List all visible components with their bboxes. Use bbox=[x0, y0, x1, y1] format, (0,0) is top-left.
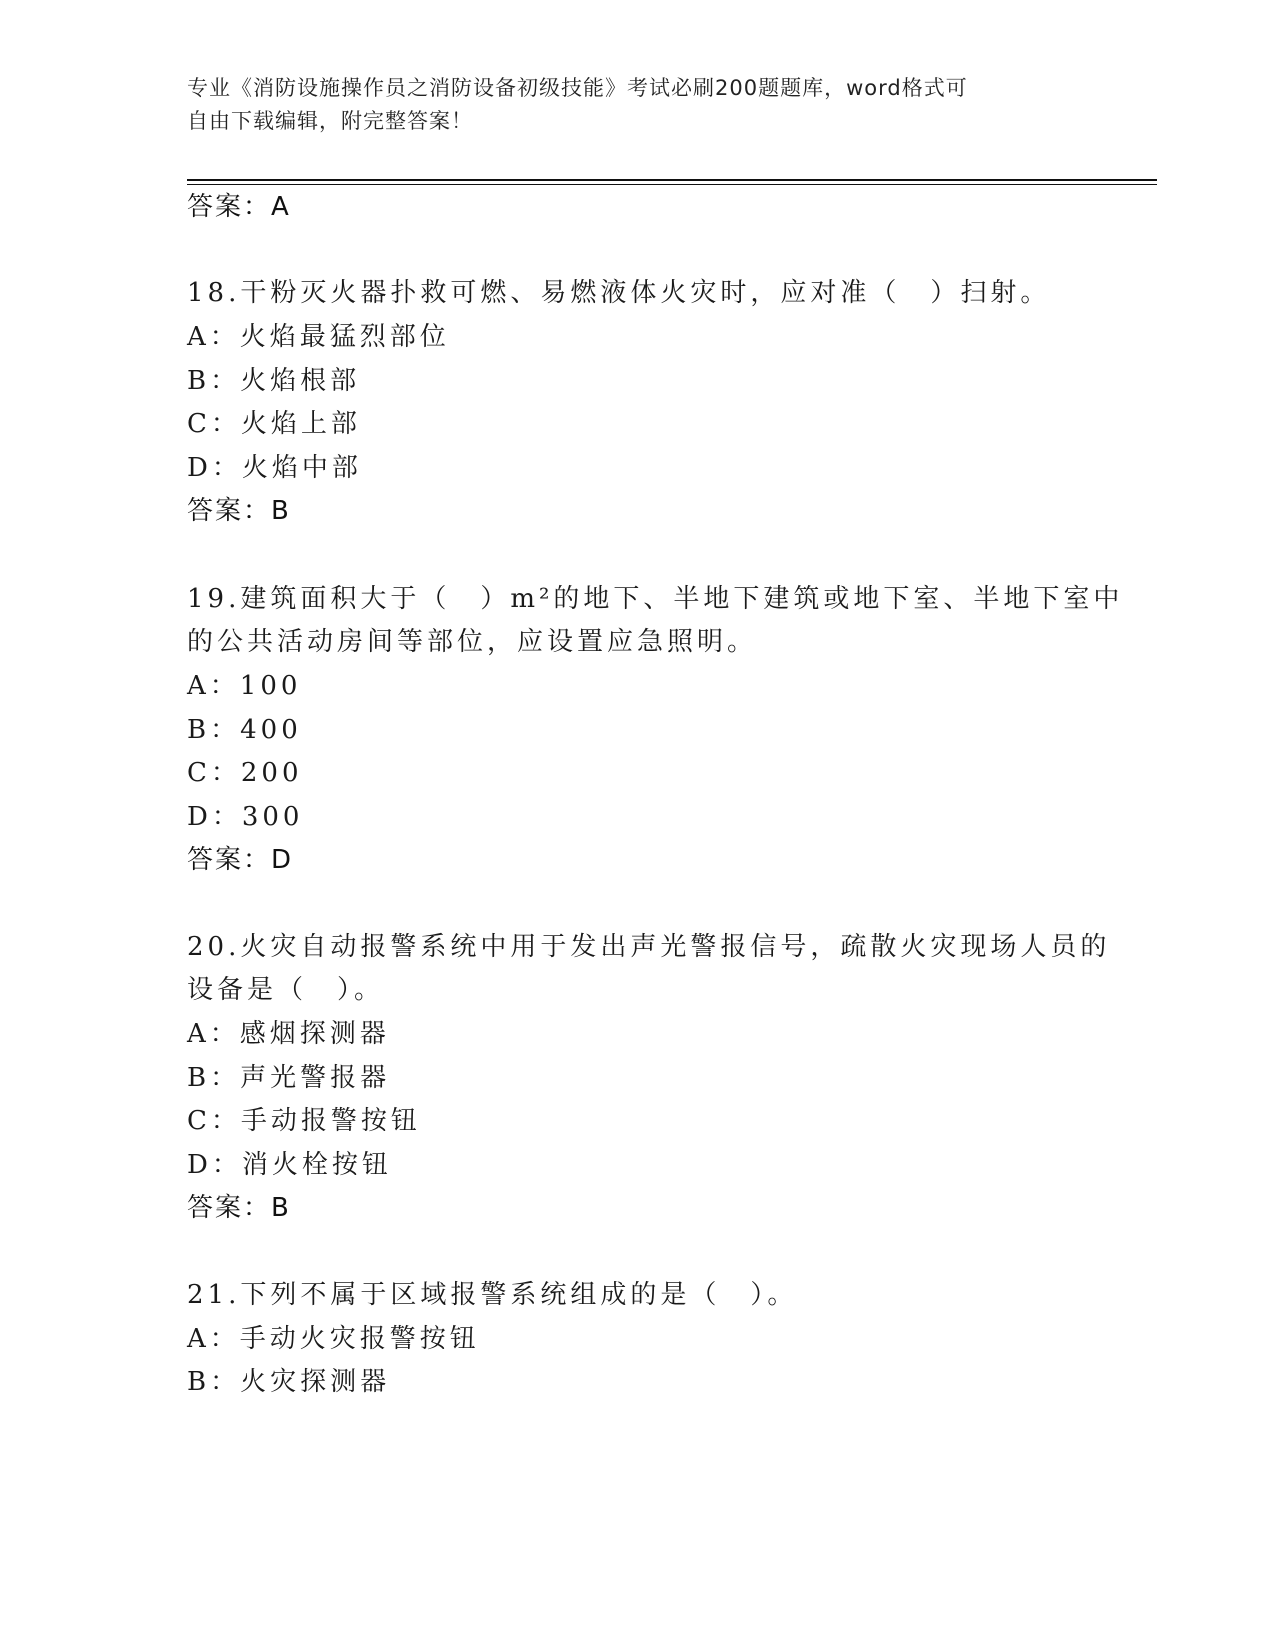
question-19-stem-line-2: 的公共活动房间等部位，应设置应急照明。 bbox=[187, 627, 758, 657]
question-21-stem: 21.下列不属于区域报警系统组成的是（ ）。 bbox=[187, 1280, 798, 1310]
question-19-stem-line-1: 19.建筑面积大于（ ）m²的地下、半地下建筑或地下室、半地下室中 bbox=[187, 584, 1124, 614]
question-19-option-a: A：100 bbox=[187, 671, 302, 701]
question-20-option-d: D：消火栓按钮 bbox=[187, 1150, 392, 1180]
header-line-2: 自由下载编辑，附完整答案！ bbox=[187, 109, 473, 133]
question-19-option-c: C：200 bbox=[187, 758, 303, 788]
question-18-option-a: A：火焰最猛烈部位 bbox=[187, 322, 450, 352]
question-18-option-d: D：火焰中部 bbox=[187, 453, 362, 483]
question-21-option-a: A：手动火灾报警按钮 bbox=[187, 1324, 480, 1354]
header-divider-thin bbox=[187, 184, 1157, 185]
question-18-option-c: C：火焰上部 bbox=[187, 409, 361, 439]
answer-q17: 答案：A bbox=[187, 192, 291, 222]
question-20-option-b: B：声光警报器 bbox=[187, 1063, 391, 1093]
question-19-option-b: B：400 bbox=[187, 715, 302, 745]
answer-q18: 答案：B bbox=[187, 496, 291, 526]
question-20-option-a: A：感烟探测器 bbox=[187, 1019, 390, 1049]
answer-q19: 答案：D bbox=[187, 845, 294, 875]
header-line-1: 专业《消防设施操作员之消防设备初级技能》考试必刷200题题库，word格式可 bbox=[187, 76, 968, 100]
header-divider-thick bbox=[187, 179, 1157, 181]
question-20-option-c: C：手动报警按钮 bbox=[187, 1106, 421, 1136]
question-19-option-d: D：300 bbox=[187, 802, 304, 832]
question-20-stem-line-2: 设备是（ ）。 bbox=[187, 975, 385, 1005]
document-header bbox=[187, 72, 1067, 138]
question-18-option-b: B：火焰根部 bbox=[187, 366, 361, 396]
question-20-stem-line-1: 20.火灾自动报警系统中用于发出声光警报信号，疏散火灾现场人员的 bbox=[187, 932, 1111, 962]
question-18-stem: 18.干粉灭火器扑救可燃、易燃液体火灾时，应对准（ ）扫射。 bbox=[187, 278, 1051, 308]
question-21-option-b: B：火灾探测器 bbox=[187, 1367, 391, 1397]
answer-q20: 答案：B bbox=[187, 1193, 291, 1223]
